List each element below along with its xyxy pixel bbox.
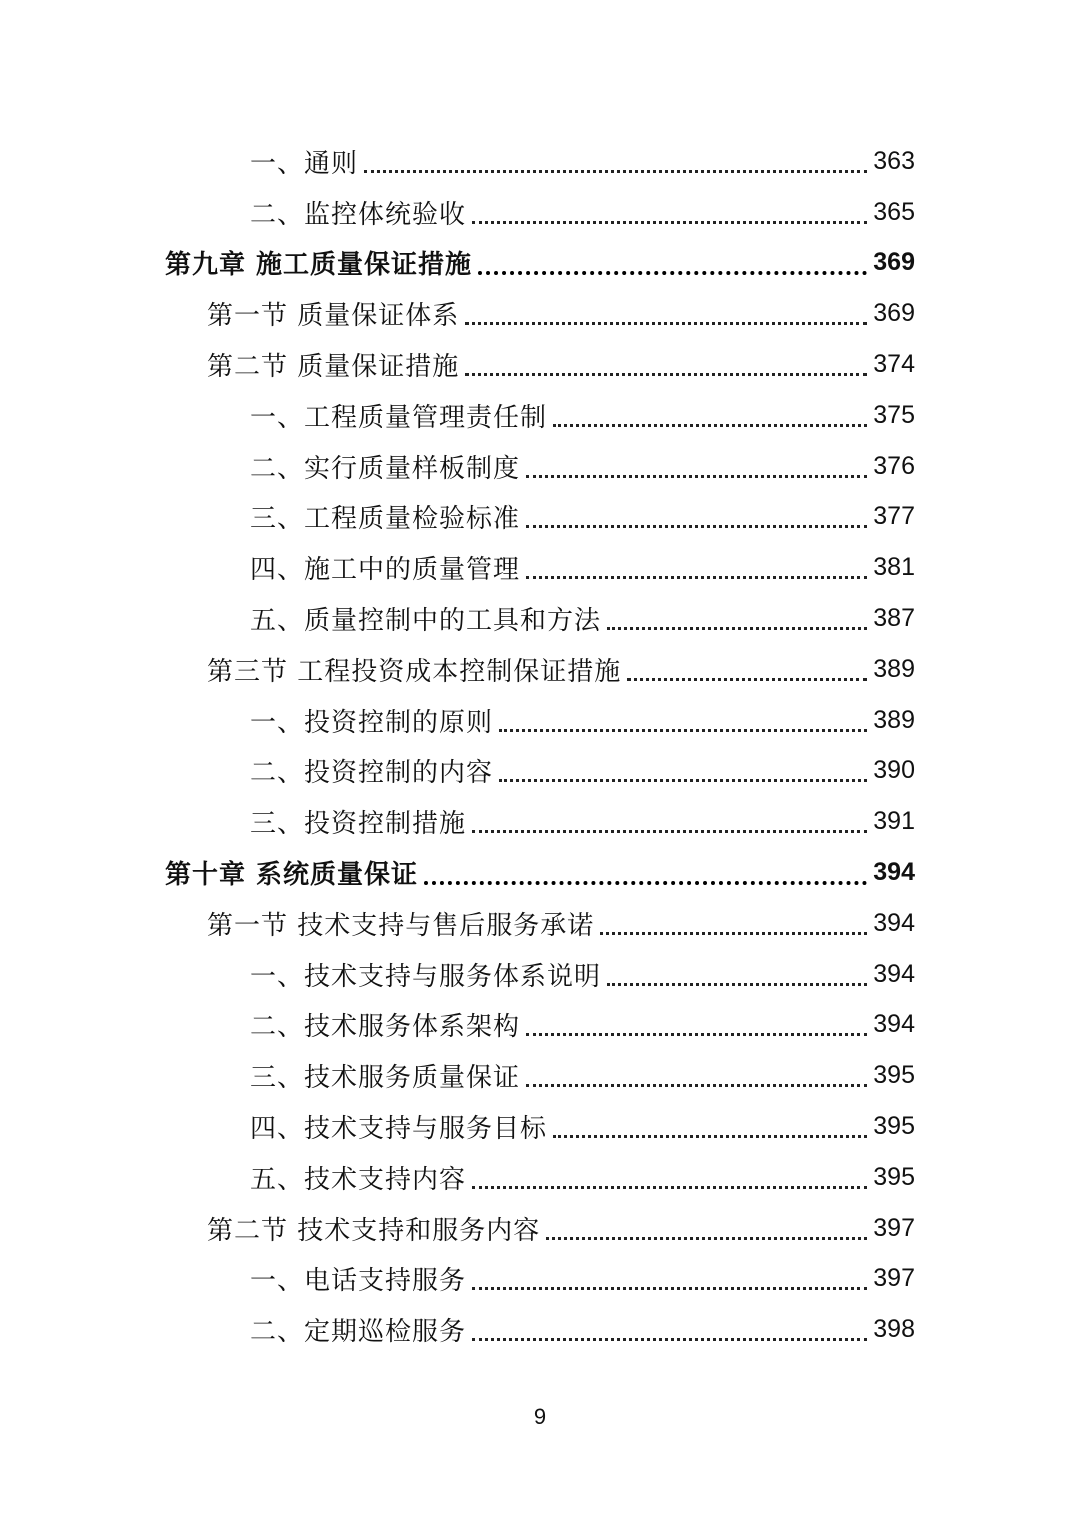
toc-entry-section[interactable] (0, 1203, 1080, 1254)
toc-entry-chapter[interactable] (0, 847, 1080, 898)
dot-leader (600, 932, 867, 935)
dot-leader (478, 271, 867, 275)
dot-leader (499, 779, 867, 782)
dot-leader (526, 576, 867, 579)
dot-leader (472, 221, 867, 224)
table-of-contents (0, 136, 1080, 1355)
dot-leader (526, 525, 867, 528)
toc-entry-page-number: 377 (873, 502, 915, 531)
dot-leader (465, 322, 867, 325)
toc-entry-page-number: 395 (873, 1112, 915, 1141)
toc-entry-title: 一、电话支持服务 (250, 1266, 467, 1297)
toc-entry-item[interactable] (0, 187, 1080, 238)
dot-leader (553, 1135, 867, 1138)
toc-entry-page-number: 365 (873, 197, 915, 226)
toc-entry-title: 二、监控体统验收 (250, 199, 467, 230)
toc-entry-title: 二、实行质量样板制度 (250, 453, 521, 484)
toc-entry-item[interactable] (0, 1304, 1080, 1355)
dot-leader (526, 475, 867, 478)
toc-entry-page-number: 369 (873, 248, 915, 277)
toc-entry-title: 四、施工中的质量管理 (250, 555, 521, 586)
dot-leader (607, 627, 867, 630)
toc-entry-page-number: 376 (873, 451, 915, 480)
toc-entry-page-number: 398 (873, 1315, 915, 1344)
toc-entry-item[interactable] (0, 542, 1080, 593)
toc-entry-title: 一、通则 (250, 148, 359, 179)
toc-entry-page-number: 369 (873, 299, 915, 328)
dot-leader (499, 729, 867, 732)
dot-leader (424, 881, 867, 885)
toc-entry-item[interactable] (0, 949, 1080, 1000)
toc-entry-page-number: 391 (873, 807, 915, 836)
toc-entry-item[interactable] (0, 1101, 1080, 1152)
toc-entry-page-number: 395 (873, 1162, 915, 1191)
toc-entry-item[interactable] (0, 796, 1080, 847)
toc-entry-item[interactable] (0, 695, 1080, 746)
toc-entry-page-number: 394 (873, 908, 915, 937)
toc-entry-page-number: 389 (873, 654, 915, 683)
dot-leader (472, 830, 867, 833)
toc-entry-title: 一、技术支持与服务体系说明 (250, 961, 602, 992)
toc-entry-title: 五、技术支持内容 (250, 1164, 467, 1195)
dot-leader (472, 1287, 867, 1290)
toc-entry-title: 一、工程质量管理责任制 (250, 402, 548, 433)
toc-entry-title: 第二节 技术支持和服务内容 (207, 1215, 541, 1246)
toc-entry-page-number: 390 (873, 756, 915, 785)
toc-entry-item[interactable] (0, 593, 1080, 644)
toc-entry-section[interactable] (0, 644, 1080, 695)
toc-entry-title: 三、工程质量检验标准 (250, 504, 521, 535)
toc-entry-section[interactable] (0, 898, 1080, 949)
toc-entry-page-number: 394 (873, 959, 915, 988)
dot-leader (472, 1338, 867, 1341)
page-number: 9 (533, 1404, 547, 1429)
dot-leader (526, 1084, 867, 1087)
toc-entry-item[interactable] (0, 1152, 1080, 1203)
dot-leader (553, 424, 867, 427)
dot-leader (607, 983, 867, 986)
toc-entry-title: 第十章 系统质量保证 (165, 860, 419, 891)
toc-entry-page-number: 363 (873, 146, 915, 175)
toc-entry-title: 第一节 质量保证体系 (207, 301, 460, 332)
toc-entry-section[interactable] (0, 288, 1080, 339)
toc-entry-item[interactable] (0, 1050, 1080, 1101)
toc-entry-item[interactable] (0, 746, 1080, 797)
toc-entry-title: 二、技术服务体系架构 (250, 1012, 521, 1043)
toc-entry-title: 三、技术服务质量保证 (250, 1063, 521, 1094)
toc-entry-item[interactable] (0, 136, 1080, 187)
toc-entry-page-number: 389 (873, 705, 915, 734)
toc-entry-title: 二、定期巡检服务 (250, 1317, 467, 1348)
toc-entry-title: 四、技术支持与服务目标 (250, 1114, 548, 1145)
toc-entry-section[interactable] (0, 339, 1080, 390)
toc-entry-page-number: 395 (873, 1061, 915, 1090)
toc-entry-page-number: 381 (873, 553, 915, 582)
dot-leader (627, 678, 867, 681)
dot-leader (364, 170, 867, 173)
dot-leader (472, 1186, 867, 1189)
toc-entry-chapter[interactable] (0, 238, 1080, 289)
toc-entry-title: 三、投资控制措施 (250, 809, 467, 840)
dot-leader (465, 373, 867, 376)
dot-leader (546, 1237, 867, 1240)
toc-entry-item[interactable] (0, 1000, 1080, 1051)
toc-entry-title: 第一节 技术支持与售后服务承诺 (207, 910, 595, 941)
toc-entry-page-number: 397 (873, 1213, 915, 1242)
toc-entry-page-number: 387 (873, 604, 915, 633)
toc-entry-title: 第九章 施工质量保证措施 (165, 250, 473, 281)
toc-entry-item[interactable] (0, 441, 1080, 492)
toc-entry-title: 一、投资控制的原则 (250, 707, 494, 738)
toc-entry-item[interactable] (0, 390, 1080, 441)
toc-entry-page-number: 397 (873, 1264, 915, 1293)
toc-entry-title: 第二节 质量保证措施 (207, 352, 460, 383)
toc-entry-page-number: 375 (873, 400, 915, 429)
toc-entry-page-number: 394 (873, 1010, 915, 1039)
toc-entry-page-number: 374 (873, 350, 915, 379)
toc-entry-title: 五、质量控制中的工具和方法 (250, 606, 602, 637)
toc-entry-title: 第三节 工程投资成本控制保证措施 (207, 656, 622, 687)
toc-entry-title: 二、投资控制的内容 (250, 758, 494, 789)
toc-entry-page-number: 394 (873, 858, 915, 887)
toc-entry-item[interactable] (0, 492, 1080, 543)
toc-entry-item[interactable] (0, 1254, 1080, 1305)
dot-leader (526, 1033, 867, 1036)
